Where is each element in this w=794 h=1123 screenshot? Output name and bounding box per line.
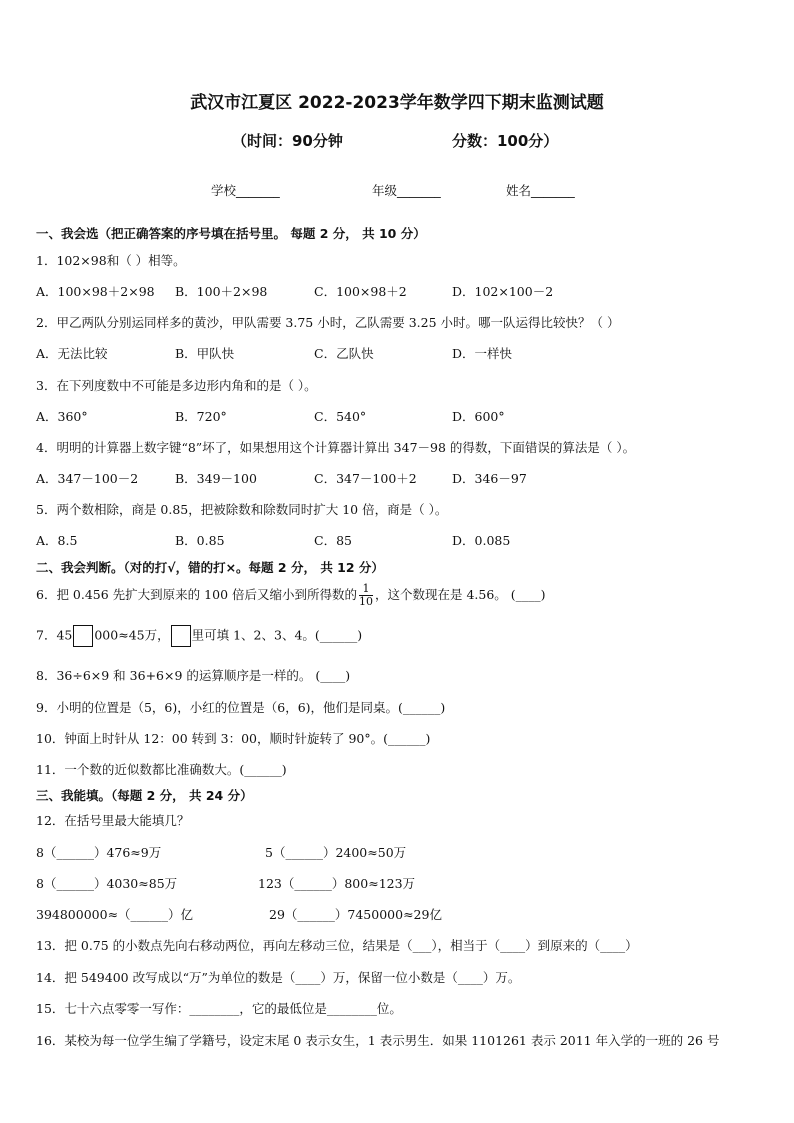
q4-option-d: D．346－97 — [452, 471, 527, 486]
question-11: 11．一个数的近似数都比准确数大。(______) — [36, 762, 287, 777]
question-5: 5．两个数相除，商是 0.85，把被除数和除数同时扩大 10 倍，商是（ ）。 — [36, 502, 448, 517]
name-field: 姓名_______ — [506, 183, 575, 198]
question-6 — [36, 583, 546, 608]
q7-text-c: 里可填 1、2、3、4。(______) — [191, 627, 363, 643]
exam-score: 分数：100分） — [452, 132, 559, 150]
fraction-denominator: 10 — [359, 595, 373, 608]
q5-option-d: D．0.085 — [452, 533, 511, 548]
blank-box — [73, 625, 93, 647]
section-1-heading: 一、我会选（把正确答案的序号填在括号里。 每题 2 分， 共 10 分） — [36, 226, 426, 241]
q12-item: 123（______）800≈123万 — [258, 876, 416, 891]
question-13: 13．把 0.75 的小数点先向右移动两位，再向左移动三位，结果是（___），相当于（____）到原来的（____） — [36, 938, 638, 953]
question-12: 12．在括号里最大能填几？ — [36, 813, 190, 828]
q3-option-d: D．600° — [452, 409, 505, 424]
question-8: 8．36÷6×9 和 36+6×9 的运算顺序是一样的。 (____) — [36, 668, 351, 683]
question-9: 9．小明的位置是（5，6)，小红的位置是（6，6)，他们是同桌。(______) — [36, 700, 446, 715]
question-15: 15．七十六点零零一写作：________，它的最低位是________位。 — [36, 1001, 402, 1016]
q7-text-a: 7．45 — [36, 627, 73, 643]
q4-option-a: A．347－100－2 — [36, 471, 139, 486]
q5-option-c: C．85 — [314, 533, 352, 548]
fraction-one-tenth — [359, 583, 373, 608]
question-3: 3．在下列度数中不可能是多边形内角和的是（ ）。 — [36, 378, 317, 393]
question-14: 14．把 549400 改写成以“万”为单位的数是（____）万，保留一位小数是（____）万。 — [36, 970, 521, 985]
q3-option-b: B．720° — [175, 409, 227, 424]
question-16: 16．某校为每一位学生编了学籍号，设定末尾 0 表示女生，1 表示男生．如果 1101261 表示 2011 年入学的一班的 26 号 — [36, 1033, 720, 1048]
question-7 — [36, 625, 362, 647]
section-2-heading: 二、我会判断。（对的打√，错的打×。每题 2 分， 共 12 分） — [36, 560, 384, 575]
q2-option-b: B．甲队快 — [175, 346, 235, 361]
question-2: 2．甲乙两队分别运同样多的黄沙，甲队需要 3.75 小时，乙队需要 3.25 小时。哪一队运得比较快？（ ） — [36, 315, 620, 330]
school-field: 学校_______ — [211, 183, 280, 198]
q6-text-before: 6．把 0.456 先扩大到原来的 100 倍后又缩小到所得数的 — [36, 587, 357, 602]
exam-time: （时间：90分钟 — [232, 132, 343, 150]
q1-option-a: A．100×98＋2×98 — [36, 284, 155, 299]
q1-option-c: C．100×98＋2 — [314, 284, 407, 299]
q4-option-b: B．349－100 — [175, 471, 257, 486]
q5-option-a: A．8.5 — [36, 533, 78, 548]
q12-item: 29（______）7450000≈29亿 — [269, 907, 442, 922]
q2-option-d: D．一样快 — [452, 346, 513, 361]
question-10: 10．钟面上时针从 12：00 转到 3：00，顺时针旋转了 90°。(______) — [36, 731, 431, 746]
page-title: 武汉市江夏区 2022-2023学年数学四下期末监测试题 — [190, 93, 604, 113]
q2-option-a: A．无法比较 — [36, 346, 108, 361]
q3-option-a: A．360° — [36, 409, 88, 424]
q7-text-b: 000≈45万， — [94, 627, 170, 643]
q1-option-d: D．102×100－2 — [452, 284, 554, 299]
q6-text-after: ，这个数现在是 4.56。 (____) — [375, 587, 546, 602]
blank-box — [171, 625, 191, 647]
q12-item: 8（______）476≈9万 — [36, 845, 162, 860]
q1-option-b: B．100＋2×98 — [175, 284, 268, 299]
q4-option-c: C．347－100＋2 — [314, 471, 417, 486]
question-4: 4．明明的计算器上数字键“8”坏了，如果想用这个计算器计算出 347－98 的得数，下面错误的算法是（ ）。 — [36, 440, 636, 455]
q2-option-c: C．乙队快 — [314, 346, 374, 361]
fraction-numerator: 1 — [359, 583, 373, 596]
grade-field: 年级_______ — [372, 183, 441, 198]
q12-item: 394800000≈（______）亿 — [36, 907, 194, 922]
q5-option-b: B．0.85 — [175, 533, 225, 548]
q12-item: 8（______）4030≈85万 — [36, 876, 178, 891]
section-3-heading: 三、我能填。（每题 2 分， 共 24 分） — [36, 788, 253, 803]
q12-item: 5（______）2400≈50万 — [265, 845, 407, 860]
q3-option-c: C．540° — [314, 409, 367, 424]
question-1: 1．102×98和（ ）相等。 — [36, 253, 186, 268]
